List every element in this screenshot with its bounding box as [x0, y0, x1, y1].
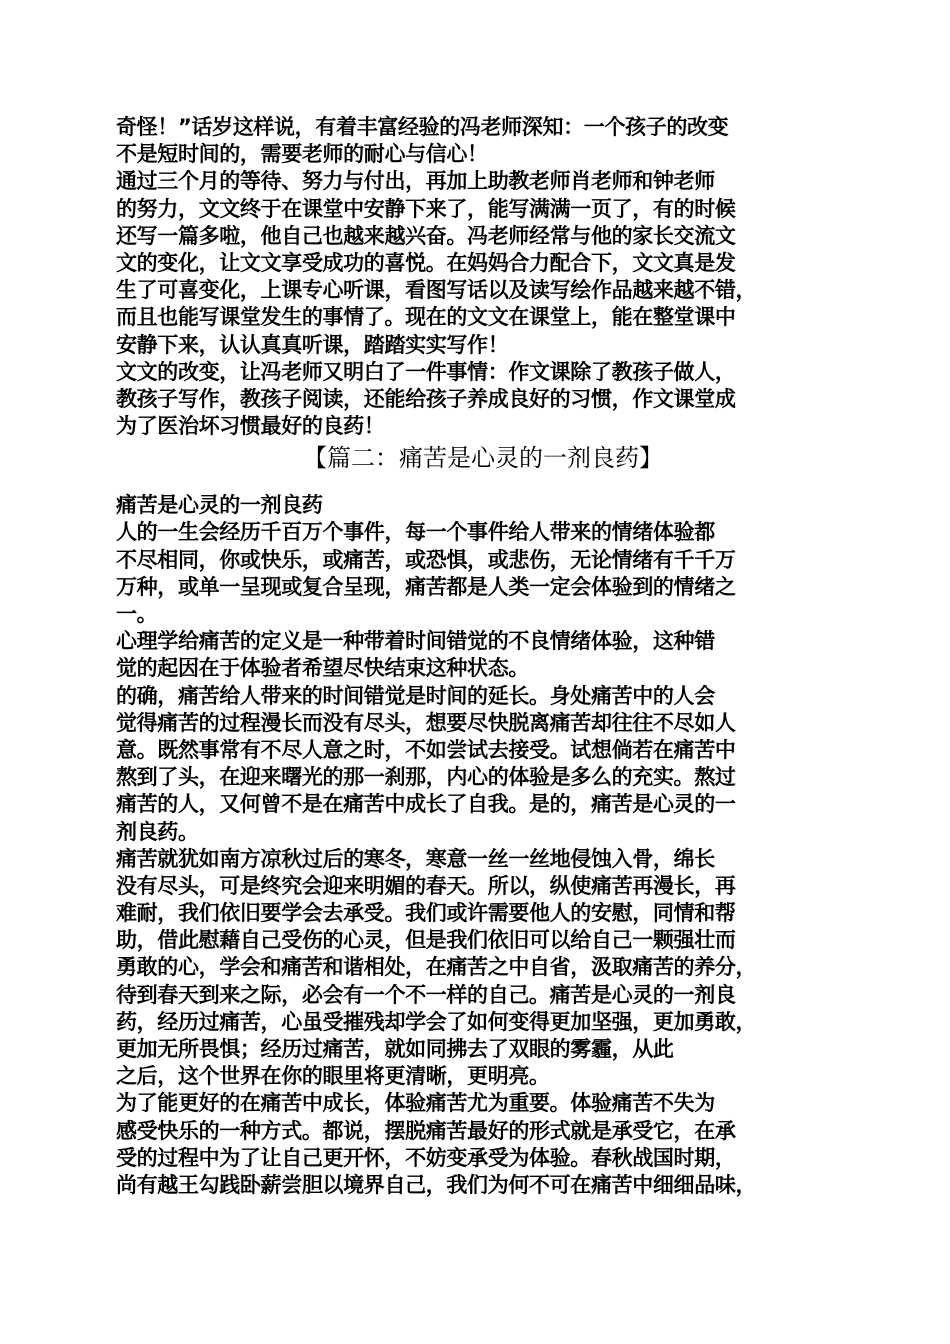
- text-line: 万种，或单一呈现或复合呈现，痛苦都是人类一定会体验到的情绪之: [116, 574, 736, 599]
- text-line: 勇敢的心，学会和痛苦和谐相处，在痛苦之中自省，汲取痛苦的养分，: [116, 955, 757, 980]
- text-line: 更加无所畏惧；经历过痛苦，就如同拂去了双眼的雾霾，从此: [116, 1037, 674, 1061]
- text-line: 药，经历过痛苦，心虽受摧残却学会了如何变得更加坚强，更加勇敢，: [116, 1009, 757, 1034]
- text-line: 尚有越王勾践卧薪尝胆以境界自己，我们为何不可在痛苦中细细品味，: [116, 1172, 757, 1197]
- text-line: 不是短时间的，需要老师的耐心与信心！: [116, 142, 488, 167]
- text-line: 的努力，文文终于在课堂中安静下来了，能写满满一页了，有的时候: [116, 196, 736, 221]
- text-line: 意。既然事常有不尽人意之时，不如尝试去接受。试想倘若在痛苦中: [116, 737, 736, 762]
- section-2-heading: 【篇二：痛苦是心灵的一剂良药】: [303, 444, 663, 473]
- text-line: 还写一篇多啦，他自己也越来越兴奋。冯老师经常与他的家长交流文: [116, 223, 736, 248]
- text-line: 通过三个月的等待、努力与付出，再加上助教老师肖老师和钟老师: [116, 169, 715, 194]
- document-body: [116, 114, 850, 1199]
- text-line: 而且也能写课堂发生的事情了。现在的文文在课堂上，能在整堂课中: [116, 305, 736, 330]
- text-line: 教孩子写作，教孩子阅读，还能给孩子养成良好的习惯，作文课堂成: [116, 386, 736, 411]
- text-line: 受的过程中为了让自己更开怀，不妨变承受为体验。春秋战国时期，: [116, 1145, 736, 1170]
- text-line: 没有尽头，可是终究会迎来明媚的春天。所以，纵使痛苦再漫长，再: [116, 873, 736, 898]
- text-line: 觉得痛苦的过程漫长而没有尽头，想要尽快脱离痛苦却往往不尽如人: [116, 710, 736, 735]
- text-line: 文的变化，让文文享受成功的喜悦。在妈妈合力配合下，文文真是发: [116, 250, 736, 275]
- text-line: 心理学给痛苦的定义是一种带着时间错觉的不良情绪体验，这种错: [116, 629, 715, 654]
- text-line: 待到春天到来之际，必会有一个不一样的自己。痛苦是心灵的一剂良: [116, 982, 736, 1007]
- text-line: 一。: [116, 602, 158, 626]
- text-line: 痛苦就犹如南方凉秋过后的寒冬，寒意一丝一丝地侵蚀入骨，绵长: [116, 846, 715, 871]
- section-2-text: [116, 492, 850, 1199]
- text-line: 的确，痛苦给人带来的时间错觉是时间的延长。身处痛苦中的人会: [116, 683, 715, 708]
- text-line: 安静下来，认认真真听课，踏踏实实写作！: [116, 332, 509, 357]
- text-line: 生了可喜变化，上课专心听课，看图写话以及读写绘作品越来越不错，: [116, 278, 757, 303]
- text-line: 为了医治坏习惯最好的良药！: [116, 414, 385, 439]
- text-line: 文文的改变，让冯老师又明白了一件事情：作文课除了教孩子做人，: [116, 359, 736, 384]
- text-line: 觉的起因在于体验者希望尽快结束这种状态。: [116, 656, 529, 681]
- text-line: 难耐，我们依旧要学会去承受。我们或许需要他人的安慰，同情和帮: [116, 901, 736, 926]
- text-line: 为了能更好的在痛苦中成长，体验痛苦尤为重要。体验痛苦不失为: [116, 1091, 715, 1116]
- text-line: 痛苦的人，又何曾不是在痛苦中成长了自我。是的，痛苦是心灵的一: [116, 792, 736, 817]
- text-line: 剂良药。: [116, 819, 199, 844]
- text-line: 人的一生会经历千百万个事件，每一个事件给人带来的情绪体验都: [116, 520, 715, 545]
- article-title-line: 痛苦是心灵的一剂良药: [116, 493, 323, 518]
- section-1-text: [116, 114, 850, 440]
- text-line: 助，借此慰藉自己受伤的心灵，但是我们依旧可以给自己一颗强壮而: [116, 928, 736, 953]
- text-line: 熬到了头，在迎来曙光的那一刹那，内心的体验是多么的充实。熬过: [116, 765, 736, 790]
- text-line: 之后，这个世界在你的眼里将更清晰，更明亮。: [116, 1064, 550, 1089]
- text-line: 不尽相同，你或快乐，或痛苦，或恐惧，或悲伤，无论情绪有千千万: [116, 547, 736, 572]
- text-line: 奇怪！”话岁这样说，有着丰富经验的冯老师深知：一个孩子的改变: [116, 115, 729, 139]
- text-line: 感受快乐的一种方式。都说，摆脱痛苦最好的形式就是承受它，在承: [116, 1118, 736, 1143]
